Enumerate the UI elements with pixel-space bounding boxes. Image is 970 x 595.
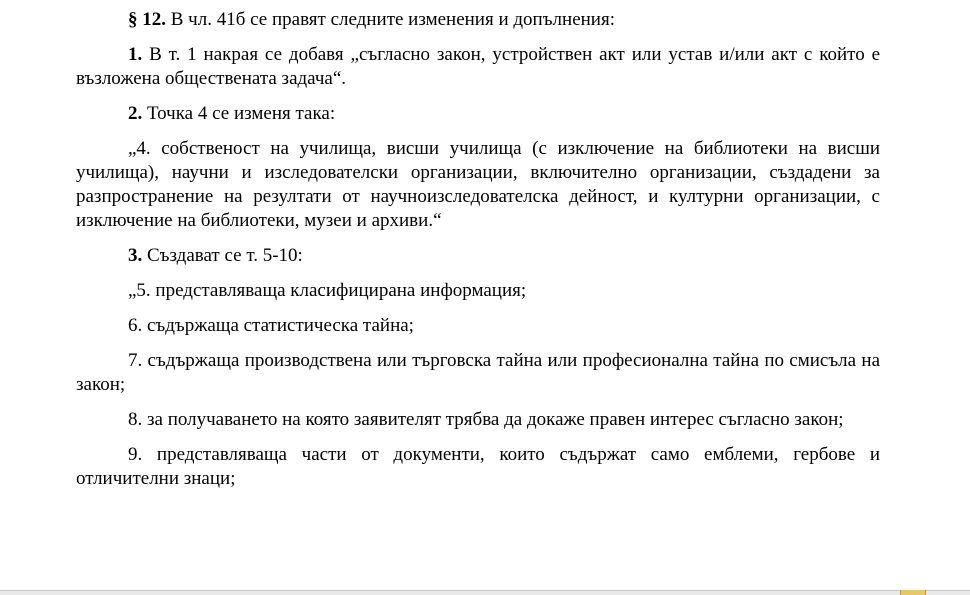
item-number: 2. — [128, 103, 143, 124]
item-2-quote: „4. собственост на училища, висши училища (с изключение на библиотеки на висши училища), научни и изследователски организации, включително организации, създадени за разпространение на резултати от научноизследователска дейност, и културни организации, с изключение на библиотеки, музеи и архиви.“ — [76, 138, 880, 231]
paragraph-number: § 12. — [128, 9, 166, 30]
item-text: В т. 1 накрая се добавя „съгласно закон, устройствен акт или устав и/или акт с който е възложена обществената задача“. — [76, 44, 880, 89]
item-3 — [76, 244, 880, 268]
item-number: 1. — [128, 44, 143, 65]
window-bottom-strip — [0, 590, 970, 595]
item-1 — [76, 43, 880, 91]
point-8: 8. за получаването на която заявителят трябва да докаже правен интерес съгласно закон; — [128, 409, 844, 430]
paragraph-12 — [76, 8, 880, 32]
document-body — [76, 8, 880, 502]
point-5: „5. представляваща класифицирана информация; — [128, 280, 527, 301]
item-text: Точка 4 се изменя така: — [142, 103, 336, 124]
item-number: 3. — [128, 245, 143, 266]
point-7: 7. съдържаща производствена или търговска тайна или професионална тайна по смисъла на закон; — [76, 350, 880, 395]
item-2 — [76, 102, 880, 126]
taskbar-button-fragment[interactable] — [900, 590, 926, 595]
item-text: Създават се т. 5-10: — [142, 245, 303, 266]
point-9: 9. представляваща части от документи, които съдържат само емблеми, гербове и отличителни знаци; — [76, 444, 880, 489]
point-6: 6. съдържаща статистическа тайна; — [128, 315, 414, 336]
paragraph-text: В чл. 41б се правят следните изменения и допълнения: — [166, 9, 615, 30]
